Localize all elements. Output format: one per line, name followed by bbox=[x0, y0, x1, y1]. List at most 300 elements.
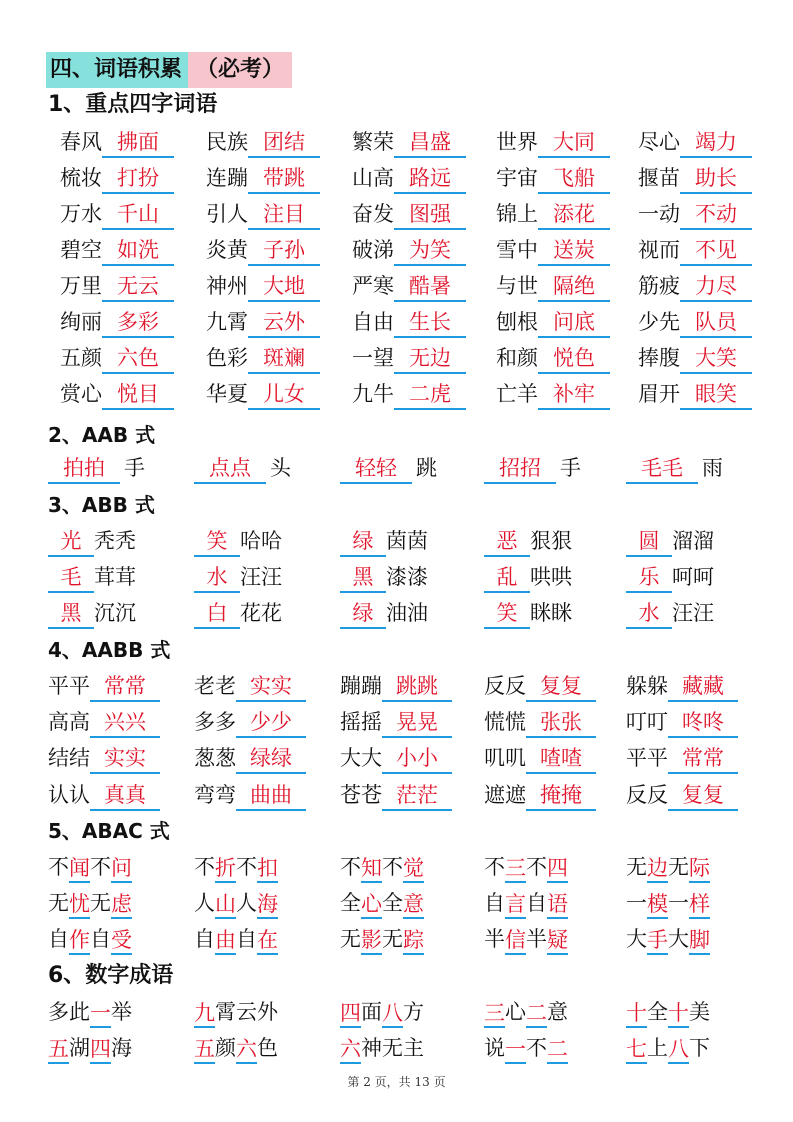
aabb-cell bbox=[484, 706, 596, 738]
given-char: 上 bbox=[647, 1036, 668, 1060]
given-text: 哈哈 bbox=[240, 529, 282, 553]
answer-text: 送炭 bbox=[538, 236, 610, 266]
given-text: 春风 bbox=[60, 130, 102, 154]
given-text: 结结 bbox=[48, 746, 90, 770]
answer-char: 海 bbox=[257, 891, 278, 919]
aab-cell bbox=[484, 452, 581, 484]
aabb-cell bbox=[340, 779, 452, 811]
answer-text: 复复 bbox=[668, 781, 738, 811]
aabb-row bbox=[0, 742, 793, 774]
aabb-cell bbox=[194, 706, 306, 738]
given-char: 大 bbox=[668, 927, 689, 951]
given-text: 大大 bbox=[340, 746, 382, 770]
answer-text: 图强 bbox=[394, 200, 466, 230]
given-char: 面 bbox=[361, 1000, 382, 1024]
idiom-cell bbox=[496, 126, 610, 158]
given-char: 不 bbox=[382, 855, 403, 879]
answer-char: 受 bbox=[111, 927, 132, 955]
given-text: 繁荣 bbox=[352, 130, 394, 154]
abb-cell bbox=[194, 525, 282, 557]
aabb-row bbox=[0, 670, 793, 702]
answer-text: 毛 bbox=[48, 563, 94, 593]
answer-text: 无云 bbox=[102, 272, 174, 302]
answer-text: 黑 bbox=[340, 563, 386, 593]
given-char: 说 bbox=[484, 1036, 505, 1060]
given-text: 眉开 bbox=[638, 382, 680, 406]
section-heading-5: 5、ABAC 式 bbox=[48, 819, 170, 843]
answer-text: 六色 bbox=[102, 344, 174, 374]
answer-char: 手 bbox=[647, 927, 668, 955]
answer-text: 绿绿 bbox=[236, 744, 306, 774]
answer-char: 模 bbox=[647, 891, 668, 919]
answer-text: 跳跳 bbox=[382, 672, 452, 702]
abb-cell bbox=[340, 597, 428, 629]
answer-char: 语 bbox=[547, 891, 568, 919]
answer-text: 黑 bbox=[48, 599, 94, 629]
abac-cell bbox=[340, 887, 424, 919]
title-main: 四、词语积累 bbox=[46, 52, 188, 88]
answer-text: 昌盛 bbox=[394, 128, 466, 158]
idiom-cell bbox=[496, 306, 610, 338]
answer-char: 觉 bbox=[403, 855, 424, 883]
aabb-cell bbox=[626, 779, 738, 811]
answer-char: 虑 bbox=[111, 891, 132, 919]
answer-text: 补牢 bbox=[538, 380, 610, 410]
answer-text: 注目 bbox=[248, 200, 320, 230]
answer-text: 大笑 bbox=[680, 344, 752, 374]
given-char: 一 bbox=[668, 891, 689, 915]
abac-cell bbox=[484, 887, 568, 919]
given-char: 不 bbox=[526, 855, 547, 879]
answer-text: 光 bbox=[48, 527, 94, 557]
idiom-cell bbox=[60, 306, 174, 338]
given-text: 漆漆 bbox=[386, 565, 428, 589]
number-idiom-cell bbox=[626, 996, 710, 1028]
idiom-cell bbox=[206, 270, 320, 302]
page-footer: 第 2 页，共 13 页 bbox=[347, 1075, 446, 1089]
answer-text: 问底 bbox=[538, 308, 610, 338]
aab-cell bbox=[194, 452, 291, 484]
given-text: 与世 bbox=[496, 274, 538, 298]
number-idiom-cell bbox=[48, 996, 132, 1028]
given-text: 秃秃 bbox=[94, 529, 136, 553]
given-char: 不 bbox=[484, 855, 505, 879]
answer-text: 掩掩 bbox=[526, 781, 596, 811]
abac-cell bbox=[48, 923, 132, 955]
answer-text: 乱 bbox=[484, 563, 530, 593]
given-text: 神州 bbox=[206, 274, 248, 298]
number-idiom-cell bbox=[340, 1032, 424, 1064]
idiom-cell bbox=[352, 234, 466, 266]
given-text: 自由 bbox=[352, 310, 394, 334]
abb-row bbox=[0, 597, 793, 629]
abac-cell bbox=[340, 851, 424, 883]
given-text: 亡羊 bbox=[496, 382, 538, 406]
answer-text: 常常 bbox=[668, 744, 738, 774]
answer-char: 四 bbox=[340, 1000, 361, 1028]
aab-cell bbox=[340, 452, 437, 484]
given-text: 一动 bbox=[638, 202, 680, 226]
given-text: 宇宙 bbox=[496, 166, 538, 190]
given-text: 平平 bbox=[48, 674, 90, 698]
answer-char: 闻 bbox=[69, 855, 90, 883]
answer-text: 悦目 bbox=[102, 380, 174, 410]
idiom-cell bbox=[496, 162, 610, 194]
answer-text: 大地 bbox=[248, 272, 320, 302]
aabb-cell bbox=[340, 742, 452, 774]
idiom-cell bbox=[60, 270, 174, 302]
given-text: 叮叮 bbox=[626, 710, 668, 734]
answer-char: 二 bbox=[526, 1000, 547, 1028]
idiom-cell bbox=[496, 270, 610, 302]
given-text: 炎黄 bbox=[206, 238, 248, 262]
answer-text: 水 bbox=[194, 563, 240, 593]
aabb-cell bbox=[484, 779, 596, 811]
given-text: 锦上 bbox=[496, 202, 538, 226]
aabb-cell bbox=[626, 742, 738, 774]
idiom-cell bbox=[496, 378, 610, 410]
idiom-cell bbox=[60, 198, 174, 230]
given-char: 半 bbox=[484, 927, 505, 951]
abb-cell bbox=[626, 561, 714, 593]
given-text: 捧腹 bbox=[638, 346, 680, 370]
answer-char: 知 bbox=[361, 855, 382, 883]
answer-text: 路远 bbox=[394, 164, 466, 194]
given-char: 自 bbox=[236, 927, 257, 951]
aabb-cell bbox=[194, 670, 306, 702]
number-idiom-cell bbox=[48, 1032, 132, 1064]
given-text: 汪汪 bbox=[672, 601, 714, 625]
given-char: 大 bbox=[626, 927, 647, 951]
answer-text: 拂面 bbox=[102, 128, 174, 158]
answer-char: 言 bbox=[505, 891, 526, 919]
idiom-cell bbox=[352, 342, 466, 374]
abb-cell bbox=[484, 561, 572, 593]
answer-text: 咚咚 bbox=[668, 708, 738, 738]
abb-cell bbox=[48, 561, 136, 593]
abac-cell bbox=[48, 851, 132, 883]
given-text: 葱葱 bbox=[194, 746, 236, 770]
given-text: 九霄 bbox=[206, 310, 248, 334]
given-char: 不 bbox=[48, 855, 69, 879]
idiom-cell bbox=[496, 342, 610, 374]
answer-char: 作 bbox=[69, 927, 90, 955]
given-text: 梳妆 bbox=[60, 166, 102, 190]
answer-text: 实实 bbox=[90, 744, 160, 774]
abac-cell bbox=[626, 923, 710, 955]
number-idiom-cell bbox=[626, 1032, 710, 1064]
idiom-cell bbox=[206, 126, 320, 158]
given-text: 躲躲 bbox=[626, 674, 668, 698]
answer-text: 多彩 bbox=[102, 308, 174, 338]
answer-text: 生长 bbox=[394, 308, 466, 338]
answer-char: 八 bbox=[382, 1000, 403, 1028]
answer-char: 心 bbox=[361, 891, 382, 919]
worksheet-title bbox=[46, 52, 292, 88]
idiom-cell bbox=[638, 126, 752, 158]
number-idiom-cell bbox=[194, 996, 278, 1028]
idiom-cell bbox=[496, 234, 610, 266]
answer-text: 酷暑 bbox=[394, 272, 466, 302]
given-text: 绚丽 bbox=[60, 310, 102, 334]
given-char: 美 bbox=[689, 1000, 710, 1024]
answer-char: 四 bbox=[90, 1036, 111, 1064]
idiom-cell bbox=[352, 270, 466, 302]
given-text: 老老 bbox=[194, 674, 236, 698]
answer-char: 六 bbox=[340, 1036, 361, 1064]
given-text: 花花 bbox=[240, 601, 282, 625]
answer-text: 轻轻 bbox=[340, 454, 412, 484]
given-text: 刨根 bbox=[496, 310, 538, 334]
aabb-cell bbox=[626, 706, 738, 738]
idiom-cell bbox=[60, 162, 174, 194]
given-char: 自 bbox=[484, 891, 505, 915]
answer-char: 问 bbox=[111, 855, 132, 883]
given-char: 无 bbox=[48, 891, 69, 915]
given-text: 呵呵 bbox=[672, 565, 714, 589]
given-char: 自 bbox=[526, 891, 547, 915]
answer-text: 复复 bbox=[526, 672, 596, 702]
answer-text: 水 bbox=[626, 599, 672, 629]
answer-char: 样 bbox=[689, 891, 710, 919]
abb-row bbox=[0, 525, 793, 557]
answer-char: 山 bbox=[215, 891, 236, 919]
answer-text: 晃晃 bbox=[382, 708, 452, 738]
given-text: 平平 bbox=[626, 746, 668, 770]
aabb-cell bbox=[48, 706, 160, 738]
idiom-row bbox=[0, 378, 793, 410]
idiom-cell bbox=[206, 378, 320, 410]
answer-text: 添花 bbox=[538, 200, 610, 230]
answer-char: 边 bbox=[647, 855, 668, 883]
answer-text: 竭力 bbox=[680, 128, 752, 158]
abb-row bbox=[0, 561, 793, 593]
idiom-cell bbox=[352, 126, 466, 158]
given-text: 破涕 bbox=[352, 238, 394, 262]
answer-text: 乐 bbox=[626, 563, 672, 593]
given-text: 头 bbox=[270, 456, 291, 480]
given-char: 神无主 bbox=[361, 1036, 424, 1060]
idiom-row bbox=[0, 234, 793, 266]
abb-cell bbox=[626, 597, 714, 629]
abac-cell bbox=[626, 851, 710, 883]
given-char: 色 bbox=[257, 1036, 278, 1060]
given-text: 九牛 bbox=[352, 382, 394, 406]
given-char: 全 bbox=[647, 1000, 668, 1024]
given-text: 苍苍 bbox=[340, 783, 382, 807]
given-char: 无 bbox=[668, 855, 689, 879]
given-char: 无 bbox=[90, 891, 111, 915]
given-char: 海 bbox=[111, 1036, 132, 1060]
aabb-cell bbox=[48, 742, 160, 774]
answer-text: 二虎 bbox=[394, 380, 466, 410]
number-idiom-row bbox=[0, 996, 793, 1028]
answer-text: 喳喳 bbox=[526, 744, 596, 774]
abac-row bbox=[0, 887, 793, 919]
aabb-cell bbox=[484, 742, 596, 774]
idiom-cell bbox=[352, 198, 466, 230]
given-text: 连蹦 bbox=[206, 166, 248, 190]
answer-text: 不见 bbox=[680, 236, 752, 266]
aabb-cell bbox=[626, 670, 738, 702]
given-char: 一 bbox=[626, 891, 647, 915]
abac-row bbox=[0, 851, 793, 883]
given-char: 不 bbox=[526, 1036, 547, 1060]
abb-cell bbox=[48, 525, 136, 557]
answer-text: 曲曲 bbox=[236, 781, 306, 811]
given-text: 尽心 bbox=[638, 130, 680, 154]
given-text: 雪中 bbox=[496, 238, 538, 262]
given-char: 半 bbox=[526, 927, 547, 951]
given-text: 碧空 bbox=[60, 238, 102, 262]
answer-text: 团结 bbox=[248, 128, 320, 158]
given-text: 万里 bbox=[60, 274, 102, 298]
answer-char: 十 bbox=[626, 1000, 647, 1028]
idiom-cell bbox=[638, 234, 752, 266]
abb-cell bbox=[484, 525, 572, 557]
answer-text: 真真 bbox=[90, 781, 160, 811]
given-char: 方 bbox=[403, 1000, 424, 1024]
given-text: 眯眯 bbox=[530, 601, 572, 625]
given-char: 心 bbox=[505, 1000, 526, 1024]
abb-cell bbox=[194, 597, 282, 629]
answer-text: 恶 bbox=[484, 527, 530, 557]
given-text: 筋疲 bbox=[638, 274, 680, 298]
answer-text: 藏藏 bbox=[668, 672, 738, 702]
answer-text: 力尽 bbox=[680, 272, 752, 302]
given-text: 赏心 bbox=[60, 382, 102, 406]
given-char: 全 bbox=[340, 891, 361, 915]
answer-text: 千山 bbox=[102, 200, 174, 230]
answer-char: 疑 bbox=[547, 927, 568, 955]
answer-text: 带跳 bbox=[248, 164, 320, 194]
idiom-row bbox=[0, 162, 793, 194]
given-text: 茵茵 bbox=[386, 529, 428, 553]
given-char: 举 bbox=[111, 1000, 132, 1024]
section-heading-2: 2、AAB 式 bbox=[48, 423, 156, 447]
given-text: 遮遮 bbox=[484, 783, 526, 807]
aabb-cell bbox=[48, 670, 160, 702]
abb-cell bbox=[484, 597, 572, 629]
section-heading-4: 4、AABB 式 bbox=[48, 638, 171, 662]
abb-cell bbox=[48, 597, 136, 629]
given-text: 奋发 bbox=[352, 202, 394, 226]
idiom-cell bbox=[60, 234, 174, 266]
given-text: 溜溜 bbox=[672, 529, 714, 553]
idiom-cell bbox=[206, 198, 320, 230]
answer-char: 由 bbox=[215, 927, 236, 955]
given-text: 世界 bbox=[496, 130, 538, 154]
answer-char: 三 bbox=[505, 855, 526, 883]
answer-text: 笑 bbox=[194, 527, 240, 557]
answer-text: 兴兴 bbox=[90, 708, 160, 738]
answer-text: 云外 bbox=[248, 308, 320, 338]
answer-char: 九 bbox=[194, 1000, 215, 1028]
given-text: 色彩 bbox=[206, 346, 248, 370]
answer-text: 白 bbox=[194, 599, 240, 629]
given-char: 自 bbox=[48, 927, 69, 951]
abac-cell bbox=[48, 887, 132, 919]
aabb-cell bbox=[484, 670, 596, 702]
idiom-row bbox=[0, 126, 793, 158]
answer-text: 斑斓 bbox=[248, 344, 320, 374]
given-text: 和颜 bbox=[496, 346, 538, 370]
given-text: 引人 bbox=[206, 202, 248, 226]
abb-cell bbox=[340, 525, 428, 557]
given-text: 油油 bbox=[386, 601, 428, 625]
section-heading-6: 6、数字成语 bbox=[48, 963, 174, 988]
given-text: 严寒 bbox=[352, 274, 394, 298]
given-text: 狠狠 bbox=[530, 529, 572, 553]
answer-char: 八 bbox=[668, 1036, 689, 1064]
number-idiom-cell bbox=[484, 996, 568, 1028]
idiom-cell bbox=[352, 378, 466, 410]
given-char: 自 bbox=[194, 927, 215, 951]
idiom-cell bbox=[638, 198, 752, 230]
idiom-cell bbox=[496, 198, 610, 230]
answer-char: 忧 bbox=[69, 891, 90, 919]
idiom-cell bbox=[352, 162, 466, 194]
aabb-cell bbox=[340, 670, 452, 702]
given-text: 蹦蹦 bbox=[340, 674, 382, 698]
given-text: 手 bbox=[560, 456, 581, 480]
idiom-cell bbox=[60, 126, 174, 158]
aab-cell bbox=[48, 452, 145, 484]
answer-char: 三 bbox=[484, 1000, 505, 1028]
answer-char: 在 bbox=[257, 927, 278, 955]
answer-text: 飞船 bbox=[538, 164, 610, 194]
idiom-row bbox=[0, 198, 793, 230]
answer-char: 二 bbox=[547, 1036, 568, 1064]
abac-cell bbox=[626, 887, 710, 919]
given-text: 民族 bbox=[206, 130, 248, 154]
given-char: 无 bbox=[382, 927, 403, 951]
answer-char: 一 bbox=[505, 1036, 526, 1064]
answer-text: 隔绝 bbox=[538, 272, 610, 302]
given-text: 弯弯 bbox=[194, 783, 236, 807]
answer-text: 不动 bbox=[680, 200, 752, 230]
answer-char: 五 bbox=[194, 1036, 215, 1064]
section-heading-3: 3、ABB 式 bbox=[48, 493, 155, 517]
given-text: 五颜 bbox=[60, 346, 102, 370]
idiom-cell bbox=[638, 378, 752, 410]
given-text: 反反 bbox=[626, 783, 668, 807]
given-text: 茸茸 bbox=[94, 565, 136, 589]
given-char: 不 bbox=[194, 855, 215, 879]
given-text: 哄哄 bbox=[530, 565, 572, 589]
answer-text: 为笑 bbox=[394, 236, 466, 266]
idiom-cell bbox=[60, 342, 174, 374]
idiom-row bbox=[0, 342, 793, 374]
section-heading-1: 1、重点四字词语 bbox=[48, 92, 218, 117]
answer-text: 子孙 bbox=[248, 236, 320, 266]
answer-text: 大同 bbox=[538, 128, 610, 158]
abac-cell bbox=[194, 887, 278, 919]
given-text: 跳 bbox=[416, 456, 437, 480]
aab-cell bbox=[626, 452, 723, 484]
abb-cell bbox=[340, 561, 428, 593]
given-char: 全 bbox=[382, 891, 403, 915]
given-text: 沉沉 bbox=[94, 601, 136, 625]
answer-text: 无边 bbox=[394, 344, 466, 374]
idiom-cell bbox=[206, 342, 320, 374]
answer-text: 绿 bbox=[340, 527, 386, 557]
idiom-row bbox=[0, 306, 793, 338]
given-text: 高高 bbox=[48, 710, 90, 734]
given-text: 一望 bbox=[352, 346, 394, 370]
answer-text: 眼笑 bbox=[680, 380, 752, 410]
given-text: 摇摇 bbox=[340, 710, 382, 734]
